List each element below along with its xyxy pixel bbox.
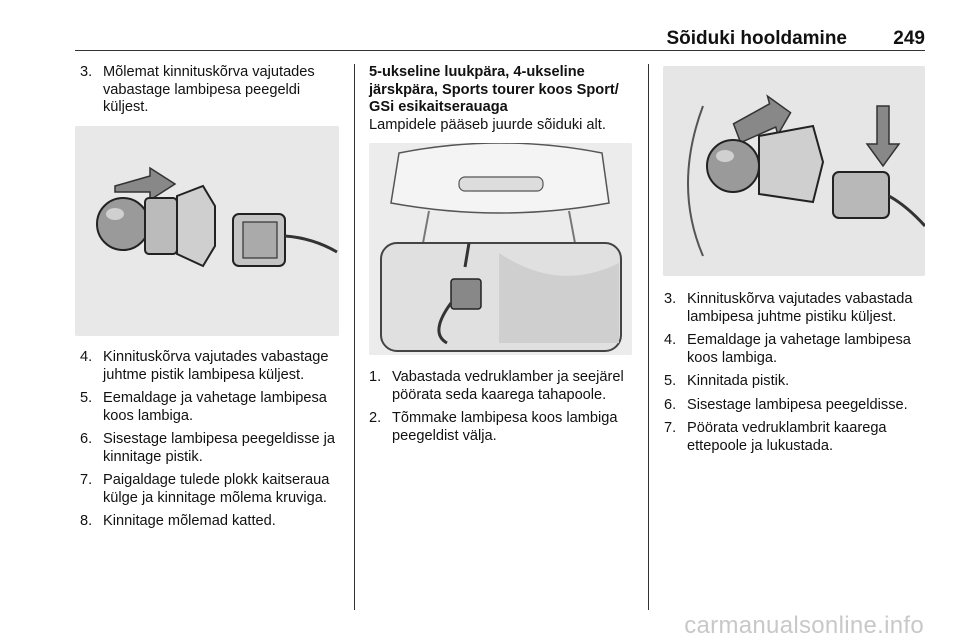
step-text: Mõlemat kinnituskõrva vajutades vabastage lambipesa peegeldi küljest. <box>103 64 315 115</box>
section-heading: 5-ukseline luukpära, 4-ukseline järskpära, Sports tourer koos Sport/ GSi esikaitserauaga <box>369 64 619 115</box>
step-text: Kinnitage mõlemad katted. <box>103 513 276 529</box>
step-item <box>664 373 926 391</box>
step-text: Eemaldage ja vahetage lambipesa koos lambiga. <box>687 332 911 366</box>
step-text: Tõmmake lambipesa koos lambiga peegeldist välja. <box>392 410 618 444</box>
column-divider <box>648 64 649 610</box>
step-text: Sisestage lambipesa peegeldisse ja kinnitage pistik. <box>103 431 336 465</box>
step-item <box>664 397 926 415</box>
section-title: Sõiduki hooldamine <box>666 28 847 49</box>
step-number: 4. <box>664 332 677 348</box>
step-text: Kinnituskõrva vajutades vabastada lambipesa juhtme pistiku küljest. <box>687 291 913 325</box>
step-text: Sisestage lambipesa peegeldisse. <box>687 396 908 413</box>
step-text: Pöörata vedruklambrit kaarega ettepoole ja lukustada. <box>687 420 887 454</box>
step-text: Eemaldage ja vahetage lambipesa koos lambiga. <box>103 390 327 424</box>
step-number: 8. <box>80 513 93 529</box>
page-number: 249 <box>893 28 925 49</box>
step-item <box>80 349 342 384</box>
column-divider <box>354 64 355 610</box>
page-header <box>75 28 925 51</box>
step-item <box>664 420 926 455</box>
step-number: 3. <box>664 291 677 307</box>
step-number: 6. <box>80 431 93 447</box>
step-number: 6. <box>664 396 677 413</box>
column-middle-steps <box>369 369 637 451</box>
step-number: 4. <box>80 349 93 365</box>
step-number: 5. <box>664 373 677 389</box>
step-item <box>80 390 342 425</box>
step-number: 7. <box>80 472 93 488</box>
step-item <box>369 369 637 404</box>
intro-text: Lampidele pääseb juurde sõiduki alt. <box>369 116 606 133</box>
step-item <box>80 472 342 507</box>
step-item <box>664 291 926 326</box>
column-right-steps <box>664 291 926 461</box>
step-item <box>80 513 342 531</box>
step-item <box>664 332 926 367</box>
column-left-steps <box>80 349 342 537</box>
step-number: 2. <box>369 410 382 426</box>
step-text: Paigaldage tulede plokk kaitseraua külge ja kinnitage mõlema kruviga. <box>103 472 330 506</box>
step-item <box>80 64 342 117</box>
watermark: carmanualsonline.info <box>684 612 924 639</box>
step-text: Kinnitada pistik. <box>687 373 790 389</box>
figure-underbody-access <box>369 143 632 355</box>
step-number: 3. <box>80 64 93 80</box>
step-text: Vabastada vedruklamber ja seejärel pöörata seda kaarega tahapoole. <box>392 369 624 403</box>
step-item <box>369 410 637 445</box>
step-text: Kinnituskõrva vajutades vabastage juhtme pistik lambipesa küljest. <box>103 349 329 383</box>
step-number: 5. <box>80 390 93 406</box>
figure-bulb-socket-removal <box>75 126 339 336</box>
step-number: 7. <box>664 420 677 436</box>
column-left <box>80 64 342 123</box>
step-number: 1. <box>369 369 382 385</box>
figure-connector-release <box>663 66 925 276</box>
step-item <box>80 431 342 466</box>
column-middle <box>369 64 637 134</box>
